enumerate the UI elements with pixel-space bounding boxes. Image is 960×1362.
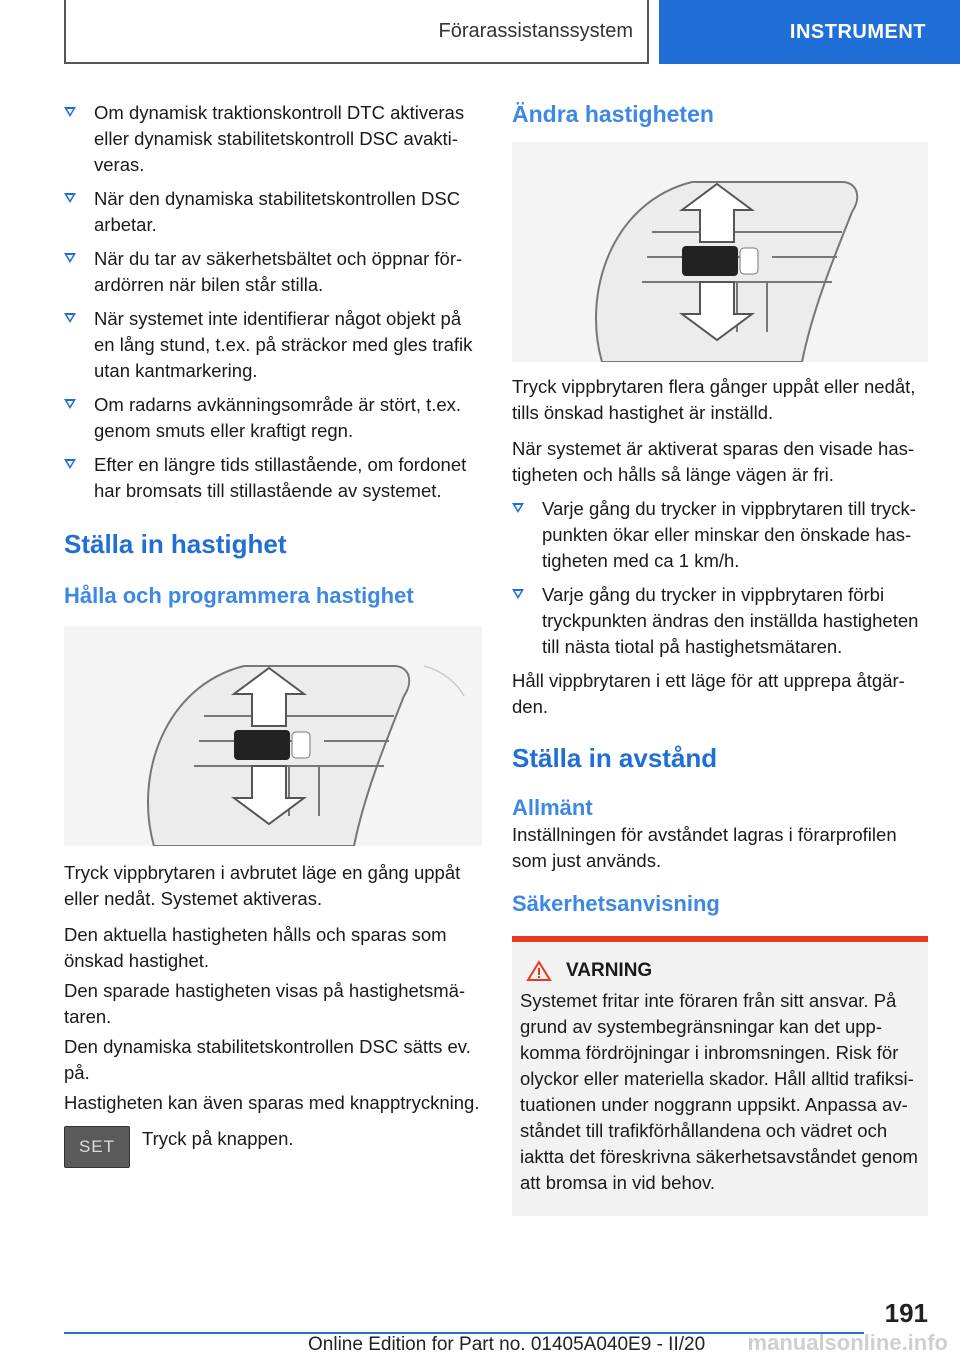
section-heading: Ställa in avstånd — [512, 743, 718, 773]
sub-heading: Ändra hastigheten — [512, 101, 714, 127]
list-item: När den dynamiska stabilitetskontrollen DSC arbetar. — [64, 186, 482, 238]
section-title: Förarassistanssystem — [438, 19, 633, 42]
set-button-row — [64, 1126, 482, 1168]
list-item: När du tar av säkerhetsbältet och öppnar förardörren när bilen står stilla. — [64, 246, 482, 298]
sub-heading: Hålla och programmera hastighet — [64, 583, 414, 608]
section-heading: Ställa in hastighet — [64, 529, 287, 559]
paragraph: Tryck vippbrytaren i avbrutet läge en gång uppåt eller nedåt. Systemet aktiveras. — [64, 862, 461, 909]
section-tab — [64, 0, 649, 64]
bullet-triangle-icon — [64, 107, 76, 117]
paragraph: När systemet är aktiverat sparas den visade hastigheten och hålls så länge vägen är fri. — [512, 438, 915, 485]
right-column — [512, 100, 928, 1216]
warning-triangle-icon — [526, 960, 552, 982]
list-item: När systemet inte identifierar något objekt på en lång stund, t.ex. på sträckor med gles trafik utan kantmarkering. — [64, 306, 482, 384]
bullet-triangle-icon — [64, 459, 76, 469]
sub-heading: Allmänt — [512, 795, 593, 820]
bullet-triangle-icon — [64, 313, 76, 323]
paragraph: Tryck vippbrytaren flera gånger uppåt eller nedåt, tills önskad hastighet är inställd. — [512, 376, 916, 423]
warning-title: VARNING — [526, 960, 920, 982]
sub-heading: Säkerhetsanvisning — [512, 891, 720, 916]
steering-wheel-switch-illustration — [64, 626, 482, 846]
paragraph: Hastigheten kan även sparas med knapptryckning. — [64, 1092, 480, 1113]
bullet-triangle-icon — [64, 253, 76, 263]
list-item: Varje gång du trycker in vippbrytaren förbi tryckpunkten ändras den inställda hastigheten till nästa tiotal på hastighetsmätaren. — [512, 582, 928, 660]
left-column — [64, 100, 482, 1168]
list-item: Om radarns avkänningsområde är stört, t.ex. genom smuts eller kraftigt regn. — [64, 392, 482, 444]
chapter-tab — [659, 0, 960, 64]
paragraph: Den dynamiska stabilitetskontrollen DSC sätts ev. på. — [64, 1036, 471, 1083]
bullet-triangle-icon — [64, 399, 76, 409]
warning-text: Systemet fritar inte föraren från sitt ansvar. På grund av systembegränsningar kan det uppkomma fördröjningar i inbromsningen. Risk för olyckor eller materiella skador. Håll alltid trafiksituationen under noggrann uppsikt. Anpassa avståndet till trafikförhållandena och vädret och iaktta det föreskrivna säkerhetsavståndet genom att bromsa in vid behov. — [520, 990, 918, 1193]
warning-box — [512, 936, 928, 1216]
bullet-triangle-icon — [64, 193, 76, 203]
list-item: Varje gång du trycker in vippbrytaren till tryckpunkten ökar eller minskar den önskade hastigheten med ca 1 km/h. — [512, 496, 928, 574]
bullet-triangle-icon — [512, 589, 524, 599]
paragraph: Inställningen för avståndet lagras i förarprofilen som just används. — [512, 824, 897, 871]
steering-wheel-switch-illustration — [512, 142, 928, 362]
paragraph: Den sparade hastigheten visas på hastighetsmätaren. — [64, 980, 466, 1027]
page-number: 191 — [884, 1298, 928, 1328]
paragraph: Håll vippbrytaren i ett läge för att upprepa åtgärden. — [512, 670, 905, 717]
paragraph: Den aktuella hastigheten hålls och sparas som önskad hastighet. — [64, 924, 447, 971]
list-item: Efter en längre tids stillastående, om fordonet har bromsats till stillastående av systemet. — [64, 452, 482, 504]
chapter-title: INSTRUMENT — [789, 20, 926, 43]
set-instruction: Tryck på knappen. — [142, 1128, 294, 1149]
edition-note: Online Edition for Part no. 01405A040E9 - II/20 — [308, 1334, 706, 1355]
bullet-triangle-icon — [512, 503, 524, 513]
set-button-icon: SET — [64, 1126, 130, 1168]
list-item: Om dynamisk traktionskontroll DTC aktiveras eller dynamisk stabilitetskontroll DSC avaktiveras. — [64, 100, 482, 178]
watermark: manualsonline.info — [747, 1330, 948, 1355]
